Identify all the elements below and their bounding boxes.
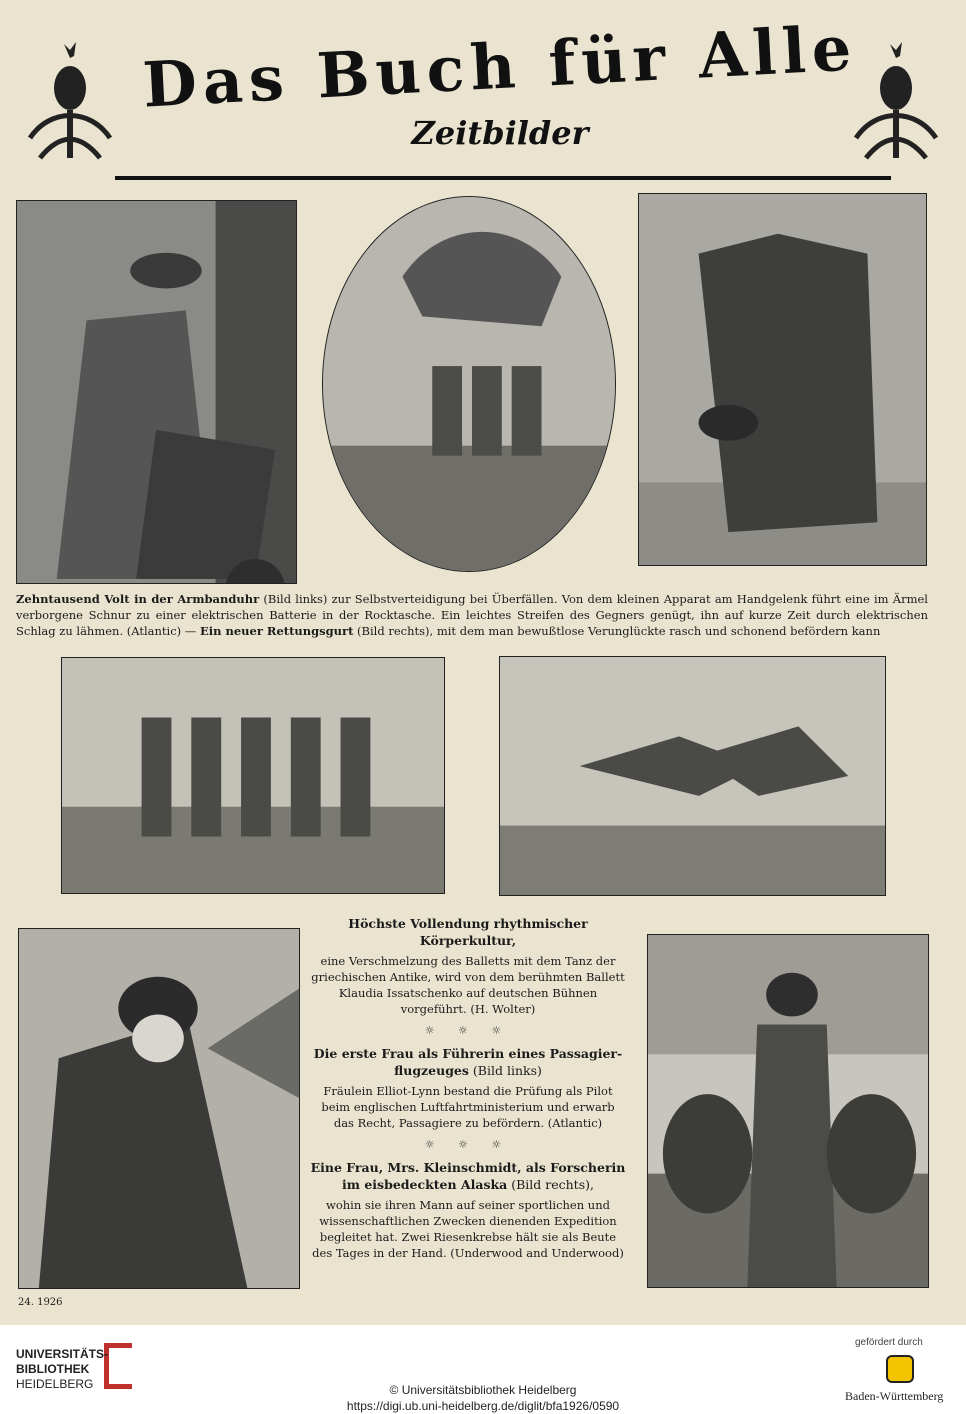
photo-woman-pilot: [18, 928, 300, 1289]
ornament-left-icon: [20, 38, 120, 168]
masthead-subtitle: Zeitbilder: [411, 114, 589, 152]
caption-top-lead-text: (Bild links) zur Selbstverteidigung bei Überfällen. Von dem kleinen Apparat am Handgelenk führt eine im Ärmel verborgene Schnur zu einer elektrischen Batterie in der Rocktasche. Ein leichtes Streifen des Gegners genügt, ihn auf kurze Zeit durch elektrischen Schlag zu lähmen. (Atlantic) —: [16, 592, 928, 638]
separator-1: ☼ ☼ ☼: [424, 1024, 512, 1037]
masthead-title: Das Buch für Alle: [141, 11, 859, 122]
caption-top-second-text: (Bild rechts), mit dem man bewußtlose Verunglückte rasch und schonend befördern kann: [353, 624, 881, 638]
masthead-rule: [115, 176, 891, 180]
caption-middle-heading: Höchste Vollendung rhythmischer Körperkultur,: [348, 916, 588, 948]
caption-alaska-heading: Eine Frau, Mrs. Kleinschmidt, als Forscherin im eisbedeckten Alaska (Bild rechts),: [310, 1160, 626, 1192]
caption-top-second: Ein neuer Rettungsgurt: [199, 624, 354, 638]
permalink-url[interactable]: https://digi.ub.uni-heidelberg.de/diglit/bfa1926/0590: [346, 1399, 620, 1413]
photo-dancers-oval: [322, 196, 616, 572]
photo-dancers-leap: [499, 656, 886, 896]
library-name[interactable]: UNIVERSITÄTS- BIBLIOTHEK HEIDELBERG: [16, 1347, 109, 1391]
viewer-footer: [0, 1325, 966, 1414]
photo-alaska-crabs: [647, 934, 929, 1288]
masthead: [20, 11, 946, 188]
photo-dancers-line: [61, 657, 445, 894]
issue-number: 24. 1926: [18, 1297, 63, 1308]
copyright-text: © Universitätsbibliothek Heidelberg: [389, 1383, 577, 1397]
caption-pilot-text: Fräulein Elliot-Lynn bestand die Prüfung als Pilot beim englischen Luftfahrtministerium und erwarb das Recht, Passagiere zu befördern. (Atlantic): [321, 1084, 615, 1130]
caption-middle-text: eine Verschmelzung des Balletts mit dem Tanz der griechischen Antike, wird von dem berühmten Ballett Klaudia Issatschenko auf deutschen Bühnen vorgeführt. (H. Wolter): [311, 954, 625, 1016]
state-name: Baden-Württemberg: [845, 1389, 944, 1403]
photo-rescue-belt: [638, 193, 927, 566]
separator-2: ☼ ☼ ☼: [424, 1138, 512, 1151]
caption-pilot-heading: Die erste Frau als Führerin eines Passagier-flugzeuges (Bild links): [313, 1046, 623, 1078]
photo-armband-voltage: [16, 200, 297, 584]
caption-middle: [310, 915, 626, 1261]
funded-by-label: gefördert durch: [855, 1337, 923, 1348]
caption-top: [16, 591, 928, 639]
caption-alaska-text: wohin sie ihren Mann auf seiner sportlichen und wissenschaftlichen Zwecken dienenden Expedition begleitet hat. Zwei Riesenkrebse hält sie als Beute des Tages in der Hand. (Underwood and Underwood): [312, 1198, 624, 1260]
state-crest-icon: [886, 1355, 914, 1383]
caption-top-lead: Zehntausend Volt in der Armbanduhr: [16, 592, 260, 606]
